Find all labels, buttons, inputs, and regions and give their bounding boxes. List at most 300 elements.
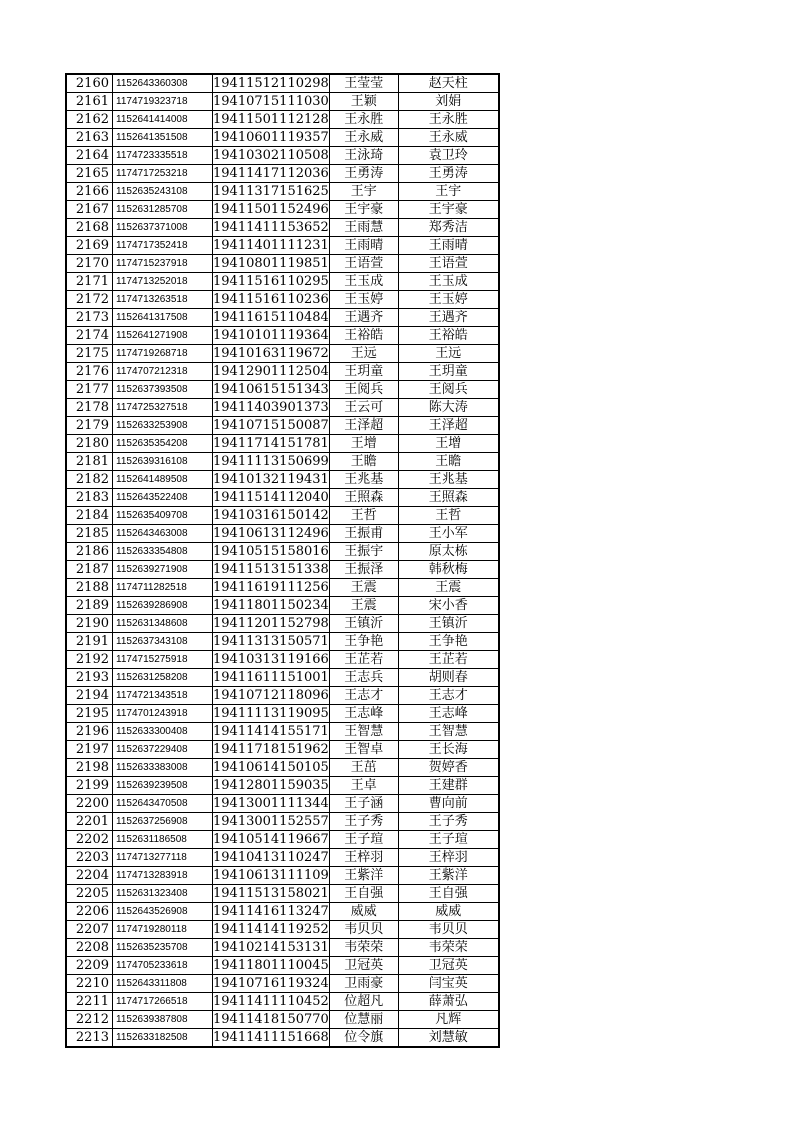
code-a-cell: 1174707212318 — [113, 363, 213, 381]
code-a-cell: 1152643522408 — [113, 489, 213, 507]
name-cell: 王哲 — [329, 507, 398, 525]
row-number-cell: 2205 — [66, 885, 113, 903]
row-number-cell: 2175 — [66, 345, 113, 363]
table-row — [66, 237, 499, 255]
row-number-cell: 2203 — [66, 849, 113, 867]
name-cell: 王云可 — [329, 399, 398, 417]
code-a-cell: 1174711282518 — [113, 579, 213, 597]
table-row — [66, 93, 499, 111]
name-cell: 王裕皓 — [329, 327, 398, 345]
code-b-cell: 19410302110508 — [213, 148, 329, 163]
row-number-cell: 2198 — [66, 759, 113, 777]
second-name-cell: 王梓羽 — [398, 849, 499, 867]
code-a-cell: 1174719268718 — [113, 345, 213, 363]
code-b-cell: 19411414155171 — [213, 724, 329, 739]
code-a-cell: 1152641271908 — [113, 327, 213, 345]
second-name-cell: 王瞻 — [398, 453, 499, 471]
table-row — [66, 255, 499, 273]
table-row — [66, 741, 499, 759]
table-row — [66, 327, 499, 345]
row-number-cell: 2181 — [66, 453, 113, 471]
code-b-cell: 19411714151781 — [213, 436, 329, 451]
code-b-cell: 19410101119364 — [213, 328, 329, 343]
table-row — [66, 399, 499, 417]
second-name-cell: 韩秋梅 — [398, 561, 499, 579]
second-name-cell: 王小军 — [398, 525, 499, 543]
row-number-cell: 2167 — [66, 201, 113, 219]
name-cell: 王芷若 — [329, 651, 398, 669]
row-number-cell: 2194 — [66, 687, 113, 705]
table-row — [66, 453, 499, 471]
row-number-cell: 2202 — [66, 831, 113, 849]
name-cell: 王阅兵 — [329, 381, 398, 399]
second-name-cell: 曹向前 — [398, 795, 499, 813]
row-number-cell: 2187 — [66, 561, 113, 579]
second-name-cell: 王遇齐 — [398, 309, 499, 327]
name-cell: 王镇沂 — [329, 615, 398, 633]
code-b-cell: 19411201152798 — [213, 616, 329, 631]
code-b-cell: 19411718151962 — [213, 742, 329, 757]
code-a-cell: 1152637393508 — [113, 381, 213, 399]
table-row — [66, 903, 499, 921]
second-name-cell: 王建群 — [398, 777, 499, 795]
name-cell: 王语萱 — [329, 255, 398, 273]
code-b-cell: 19412801159035 — [213, 778, 329, 793]
code-a-cell: 1152635235708 — [113, 939, 213, 957]
second-name-cell: 王宇 — [398, 183, 499, 201]
code-a-cell: 1152639387808 — [113, 1011, 213, 1029]
code-b-cell: 19411516110295 — [213, 274, 329, 289]
table-row — [66, 201, 499, 219]
row-number-cell: 2168 — [66, 219, 113, 237]
code-a-cell: 1152643311808 — [113, 975, 213, 993]
table-row — [66, 309, 499, 327]
table-row — [66, 579, 499, 597]
second-name-cell: 王勇涛 — [398, 165, 499, 183]
second-name-cell: 袁卫玲 — [398, 147, 499, 165]
second-name-cell: 王紫洋 — [398, 867, 499, 885]
table-row — [66, 777, 499, 795]
second-name-cell: 王子瑄 — [398, 831, 499, 849]
code-b-cell: 19410514119667 — [213, 832, 329, 847]
code-b-cell: 19411411151668 — [213, 1030, 329, 1045]
table-row — [66, 1011, 499, 1029]
code-b-cell: 19410715150087 — [213, 418, 329, 433]
table-row — [66, 921, 499, 939]
code-a-cell: 1152643463008 — [113, 525, 213, 543]
code-b-cell: 19411501112128 — [213, 112, 329, 127]
table-row — [66, 345, 499, 363]
row-number-cell: 2180 — [66, 435, 113, 453]
second-name-cell: 韦荣荣 — [398, 939, 499, 957]
code-b-cell: 19410715111030 — [213, 94, 329, 109]
second-name-cell: 王永胜 — [398, 111, 499, 129]
name-cell: 王志兵 — [329, 669, 398, 687]
row-number-cell: 2186 — [66, 543, 113, 561]
code-b-cell: 19411416113247 — [213, 904, 329, 919]
second-name-cell: 威威 — [398, 903, 499, 921]
row-number-cell: 2185 — [66, 525, 113, 543]
table-row — [66, 471, 499, 489]
records-table-body — [66, 74, 499, 1047]
code-a-cell: 1174715237918 — [113, 255, 213, 273]
row-number-cell: 2200 — [66, 795, 113, 813]
code-b-cell: 19411512110298 — [213, 76, 329, 91]
code-b-cell: 19410613111109 — [213, 868, 329, 883]
code-b-cell: 19411113150699 — [213, 454, 329, 469]
code-a-cell: 1152637371008 — [113, 219, 213, 237]
name-cell: 王震 — [329, 579, 398, 597]
name-cell: 卫冠英 — [329, 957, 398, 975]
row-number-cell: 2212 — [66, 1011, 113, 1029]
table-row — [66, 219, 499, 237]
row-number-cell: 2176 — [66, 363, 113, 381]
code-a-cell: 1174713283918 — [113, 867, 213, 885]
code-a-cell: 1152633300408 — [113, 723, 213, 741]
name-cell: 王梓羽 — [329, 849, 398, 867]
row-number-cell: 2182 — [66, 471, 113, 489]
table-row — [66, 363, 499, 381]
second-name-cell: 王照森 — [398, 489, 499, 507]
second-name-cell: 宋小香 — [398, 597, 499, 615]
table-row — [66, 129, 499, 147]
code-a-cell: 1174705233618 — [113, 957, 213, 975]
table-row — [66, 759, 499, 777]
code-a-cell: 1152643360308 — [113, 74, 213, 93]
code-b-cell: 19410515158016 — [213, 544, 329, 559]
name-cell: 卫雨豪 — [329, 975, 398, 993]
second-name-cell: 王自强 — [398, 885, 499, 903]
table-row — [66, 813, 499, 831]
code-a-cell: 1152635243108 — [113, 183, 213, 201]
code-b-cell: 19413001152557 — [213, 814, 329, 829]
second-name-cell: 王玉成 — [398, 273, 499, 291]
row-number-cell: 2183 — [66, 489, 113, 507]
table-row — [66, 939, 499, 957]
name-cell: 王远 — [329, 345, 398, 363]
code-a-cell: 1152639271908 — [113, 561, 213, 579]
name-cell: 王宇豪 — [329, 201, 398, 219]
name-cell: 位慧丽 — [329, 1011, 398, 1029]
table-row — [66, 273, 499, 291]
name-cell: 王智卓 — [329, 741, 398, 759]
code-b-cell: 19410712118096 — [213, 688, 329, 703]
row-number-cell: 2195 — [66, 705, 113, 723]
name-cell: 王泳琦 — [329, 147, 398, 165]
table-row — [66, 525, 499, 543]
row-number-cell: 2170 — [66, 255, 113, 273]
second-name-cell: 刘娟 — [398, 93, 499, 111]
code-a-cell: 1152631258208 — [113, 669, 213, 687]
code-b-cell: 19413001111344 — [213, 796, 329, 811]
code-a-cell: 1152639286908 — [113, 597, 213, 615]
code-a-cell: 1174717352418 — [113, 237, 213, 255]
row-number-cell: 2208 — [66, 939, 113, 957]
table-row — [66, 183, 499, 201]
name-cell: 位超凡 — [329, 993, 398, 1011]
row-number-cell: 2163 — [66, 129, 113, 147]
code-b-cell: 19411801150234 — [213, 598, 329, 613]
code-a-cell: 1152639316108 — [113, 453, 213, 471]
code-b-cell: 19410614150105 — [213, 760, 329, 775]
name-cell: 王雨晴 — [329, 237, 398, 255]
name-cell: 王子涵 — [329, 795, 398, 813]
code-a-cell: 1152637343108 — [113, 633, 213, 651]
row-number-cell: 2201 — [66, 813, 113, 831]
name-cell: 王争艳 — [329, 633, 398, 651]
code-a-cell: 1152631348608 — [113, 615, 213, 633]
table-row — [66, 867, 499, 885]
name-cell: 王志峰 — [329, 705, 398, 723]
code-b-cell: 19411313150571 — [213, 634, 329, 649]
row-number-cell: 2210 — [66, 975, 113, 993]
code-b-cell: 19411801110045 — [213, 958, 329, 973]
row-number-cell: 2178 — [66, 399, 113, 417]
code-b-cell: 19411403901373 — [213, 400, 329, 415]
name-cell: 王振泽 — [329, 561, 398, 579]
code-a-cell: 1152633354808 — [113, 543, 213, 561]
name-cell: 王卓 — [329, 777, 398, 795]
table-row — [66, 165, 499, 183]
code-b-cell: 19411611151001 — [213, 670, 329, 685]
name-cell: 王振宇 — [329, 543, 398, 561]
code-a-cell: 1174717253218 — [113, 165, 213, 183]
code-b-cell: 19411417112036 — [213, 166, 329, 181]
table-row — [66, 291, 499, 309]
row-number-cell: 2213 — [66, 1029, 113, 1048]
name-cell: 王玉成 — [329, 273, 398, 291]
table-row — [66, 147, 499, 165]
second-name-cell: 陈大涛 — [398, 399, 499, 417]
row-number-cell: 2166 — [66, 183, 113, 201]
second-name-cell: 王语萱 — [398, 255, 499, 273]
name-cell: 王永胜 — [329, 111, 398, 129]
code-a-cell: 1152633383008 — [113, 759, 213, 777]
code-a-cell: 1152641317508 — [113, 309, 213, 327]
row-number-cell: 2164 — [66, 147, 113, 165]
second-name-cell: 凡辉 — [398, 1011, 499, 1029]
row-number-cell: 2179 — [66, 417, 113, 435]
second-name-cell: 王雨晴 — [398, 237, 499, 255]
second-name-cell: 王震 — [398, 579, 499, 597]
second-name-cell: 王宇豪 — [398, 201, 499, 219]
name-cell: 王茁 — [329, 759, 398, 777]
code-a-cell: 1152643526908 — [113, 903, 213, 921]
second-name-cell: 薛萧弘 — [398, 993, 499, 1011]
code-b-cell: 19411514112040 — [213, 490, 329, 505]
second-name-cell: 胡则春 — [398, 669, 499, 687]
row-number-cell: 2211 — [66, 993, 113, 1011]
row-number-cell: 2188 — [66, 579, 113, 597]
code-b-cell: 19412901112504 — [213, 364, 329, 379]
second-name-cell: 王哲 — [398, 507, 499, 525]
code-b-cell: 19411513158021 — [213, 886, 329, 901]
name-cell: 王振甫 — [329, 525, 398, 543]
second-name-cell: 王芷若 — [398, 651, 499, 669]
table-row — [66, 705, 499, 723]
code-b-cell: 19411418150770 — [213, 1012, 329, 1027]
code-b-cell: 19411516110236 — [213, 292, 329, 307]
code-a-cell: 1152637229408 — [113, 741, 213, 759]
second-name-cell: 刘慧敏 — [398, 1029, 499, 1048]
second-name-cell: 韦贝贝 — [398, 921, 499, 939]
code-a-cell: 1174713277118 — [113, 849, 213, 867]
second-name-cell: 王泽超 — [398, 417, 499, 435]
code-b-cell: 19410601119357 — [213, 130, 329, 145]
table-row — [66, 74, 499, 93]
code-b-cell: 19411615110484 — [213, 310, 329, 325]
row-number-cell: 2209 — [66, 957, 113, 975]
name-cell: 王宇 — [329, 183, 398, 201]
code-b-cell: 19411411153652 — [213, 220, 329, 235]
name-cell: 王子秀 — [329, 813, 398, 831]
row-number-cell: 2161 — [66, 93, 113, 111]
name-cell: 韦贝贝 — [329, 921, 398, 939]
second-name-cell: 王玥童 — [398, 363, 499, 381]
second-name-cell: 郑秀洁 — [398, 219, 499, 237]
table-row — [66, 957, 499, 975]
name-cell: 位令旗 — [329, 1029, 398, 1048]
code-b-cell: 19410613112496 — [213, 526, 329, 541]
name-cell: 王莹莹 — [329, 74, 398, 93]
code-a-cell: 1152631285708 — [113, 201, 213, 219]
table-row — [66, 417, 499, 435]
second-name-cell: 王长海 — [398, 741, 499, 759]
name-cell: 王照森 — [329, 489, 398, 507]
row-number-cell: 2177 — [66, 381, 113, 399]
code-a-cell: 1174719323718 — [113, 93, 213, 111]
row-number-cell: 2174 — [66, 327, 113, 345]
table-row — [66, 561, 499, 579]
name-cell: 威威 — [329, 903, 398, 921]
second-name-cell: 王镇沂 — [398, 615, 499, 633]
second-name-cell: 王裕皓 — [398, 327, 499, 345]
code-a-cell: 1152635409708 — [113, 507, 213, 525]
table-row — [66, 111, 499, 129]
row-number-cell: 2207 — [66, 921, 113, 939]
code-b-cell: 19410801119851 — [213, 256, 329, 271]
code-a-cell: 1174725327518 — [113, 399, 213, 417]
row-number-cell: 2190 — [66, 615, 113, 633]
code-a-cell: 1152633182508 — [113, 1029, 213, 1048]
name-cell: 王雨慧 — [329, 219, 398, 237]
code-a-cell: 1152637256908 — [113, 813, 213, 831]
second-name-cell: 闫宝英 — [398, 975, 499, 993]
name-cell: 王子瑄 — [329, 831, 398, 849]
code-b-cell: 19411513151338 — [213, 562, 329, 577]
code-b-cell: 19410313119166 — [213, 652, 329, 667]
second-name-cell: 王阅兵 — [398, 381, 499, 399]
name-cell: 王泽超 — [329, 417, 398, 435]
code-a-cell: 1174715275918 — [113, 651, 213, 669]
table-row — [66, 669, 499, 687]
code-b-cell: 19411401111231 — [213, 238, 329, 253]
second-name-cell: 王子秀 — [398, 813, 499, 831]
records-table — [65, 73, 500, 1048]
name-cell: 王紫洋 — [329, 867, 398, 885]
table-row — [66, 975, 499, 993]
code-b-cell: 19410615151343 — [213, 382, 329, 397]
second-name-cell: 王争艳 — [398, 633, 499, 651]
second-name-cell: 王兆基 — [398, 471, 499, 489]
second-name-cell: 王增 — [398, 435, 499, 453]
row-number-cell: 2173 — [66, 309, 113, 327]
code-a-cell: 1152641414008 — [113, 111, 213, 129]
code-a-cell: 1152641351508 — [113, 129, 213, 147]
code-a-cell: 1152639239508 — [113, 777, 213, 795]
second-name-cell: 贺婷香 — [398, 759, 499, 777]
row-number-cell: 2172 — [66, 291, 113, 309]
code-b-cell: 19411317151625 — [213, 184, 329, 199]
code-a-cell: 1152631186508 — [113, 831, 213, 849]
name-cell: 王震 — [329, 597, 398, 615]
code-a-cell: 1174721343518 — [113, 687, 213, 705]
table-row — [66, 489, 499, 507]
second-name-cell: 王志峰 — [398, 705, 499, 723]
name-cell: 王自强 — [329, 885, 398, 903]
table-row — [66, 831, 499, 849]
name-cell: 王颖 — [329, 93, 398, 111]
table-row — [66, 633, 499, 651]
table-row — [66, 1029, 499, 1048]
name-cell: 王玥童 — [329, 363, 398, 381]
row-number-cell: 2160 — [66, 74, 113, 93]
table-row — [66, 435, 499, 453]
code-a-cell: 1174713252018 — [113, 273, 213, 291]
row-number-cell: 2184 — [66, 507, 113, 525]
name-cell: 王玉婷 — [329, 291, 398, 309]
row-number-cell: 2199 — [66, 777, 113, 795]
code-b-cell: 19411619111256 — [213, 580, 329, 595]
row-number-cell: 2192 — [66, 651, 113, 669]
table-row — [66, 651, 499, 669]
row-number-cell: 2197 — [66, 741, 113, 759]
name-cell: 王兆基 — [329, 471, 398, 489]
table-row — [66, 993, 499, 1011]
code-b-cell: 19410214153131 — [213, 940, 329, 955]
table-row — [66, 597, 499, 615]
name-cell: 王勇涛 — [329, 165, 398, 183]
second-name-cell: 原太栋 — [398, 543, 499, 561]
code-b-cell: 19411113119095 — [213, 706, 329, 721]
second-name-cell: 王远 — [398, 345, 499, 363]
code-a-cell: 1174719280118 — [113, 921, 213, 939]
code-a-cell: 1174701243918 — [113, 705, 213, 723]
table-row — [66, 723, 499, 741]
row-number-cell: 2206 — [66, 903, 113, 921]
row-number-cell: 2189 — [66, 597, 113, 615]
code-b-cell: 19411414119252 — [213, 922, 329, 937]
code-a-cell: 1152641489508 — [113, 471, 213, 489]
name-cell: 王增 — [329, 435, 398, 453]
code-b-cell: 19410413110247 — [213, 850, 329, 865]
code-a-cell: 1152635354208 — [113, 435, 213, 453]
code-a-cell: 1152633253908 — [113, 417, 213, 435]
name-cell: 王永威 — [329, 129, 398, 147]
table-row — [66, 885, 499, 903]
code-b-cell: 19410716119324 — [213, 976, 329, 991]
second-name-cell: 王玉婷 — [398, 291, 499, 309]
table-row — [66, 507, 499, 525]
table-row — [66, 687, 499, 705]
row-number-cell: 2171 — [66, 273, 113, 291]
code-b-cell: 19411411110452 — [213, 994, 329, 1009]
name-cell: 王瞻 — [329, 453, 398, 471]
code-b-cell: 19411501152496 — [213, 202, 329, 217]
second-name-cell: 卫冠英 — [398, 957, 499, 975]
code-b-cell: 19410316150142 — [213, 508, 329, 523]
table-row — [66, 615, 499, 633]
